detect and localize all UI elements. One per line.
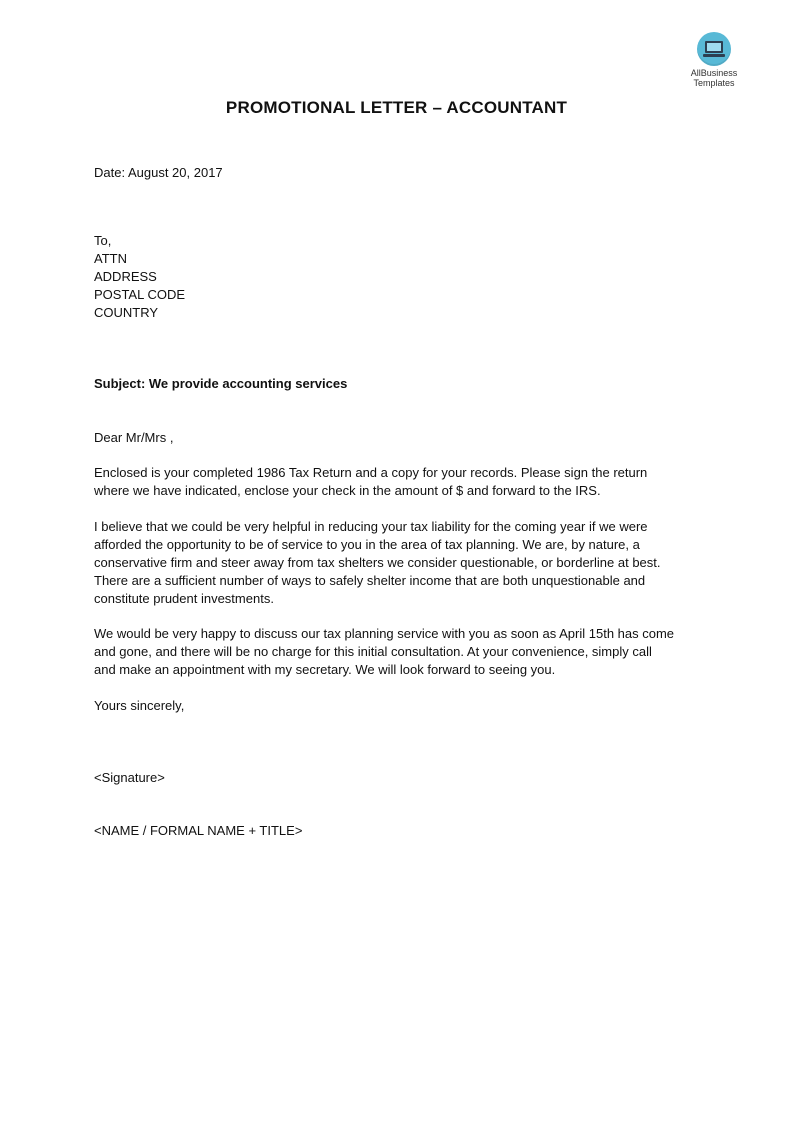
- logo-line-1: AllBusiness: [690, 68, 738, 78]
- recipient-attn: ATTN: [94, 251, 127, 266]
- closing: Yours sincerely,: [94, 698, 185, 713]
- recipient-address: ADDRESS: [94, 269, 157, 284]
- laptop-icon: [697, 32, 731, 66]
- recipient-postal-code: POSTAL CODE: [94, 287, 186, 302]
- allbusiness-templates-logo: [680, 32, 748, 88]
- name-title-placeholder: <NAME / FORMAL NAME + TITLE>: [94, 823, 303, 838]
- recipient-country: COUNTRY: [94, 305, 159, 320]
- letter-title: PROMOTIONAL LETTER – ACCOUNTANT: [225, 98, 568, 117]
- paragraph-1: Enclosed is your completed 1986 Tax Return and a copy for your records. Please sign the return where we have indicated, enclose your check in the amount of $ and forward to the IRS.: [94, 465, 648, 498]
- logo-line-2: Templates: [693, 78, 735, 88]
- letter-subject: Subject: We provide accounting services: [94, 376, 348, 391]
- signature-placeholder: <Signature>: [94, 770, 165, 785]
- logo-text: [680, 68, 748, 88]
- salutation: Dear Mr/Mrs ,: [94, 430, 174, 445]
- paragraph-3: We would be very happy to discuss our tax planning service with you as soon as April 15th has come and gone, and there will be no charge for this initial consultation. At your convenience, simply call and make an appointment with my secretary. We will look forward to seeing you.: [94, 626, 675, 677]
- paragraph-2: I believe that we could be very helpful in reducing your tax liability for the coming year if we were afforded the opportunity to be of service to you in the area of tax planning. We are, by nature, a conservative firm and steer away from tax shelters we consider questionable, or borderline at best. There are a sufficient number of ways to safely shelter income that are both unquestionable and constitute prudent investments.: [94, 519, 661, 606]
- recipient-to: To,: [94, 233, 112, 248]
- letter-date: Date: August 20, 2017: [94, 165, 223, 180]
